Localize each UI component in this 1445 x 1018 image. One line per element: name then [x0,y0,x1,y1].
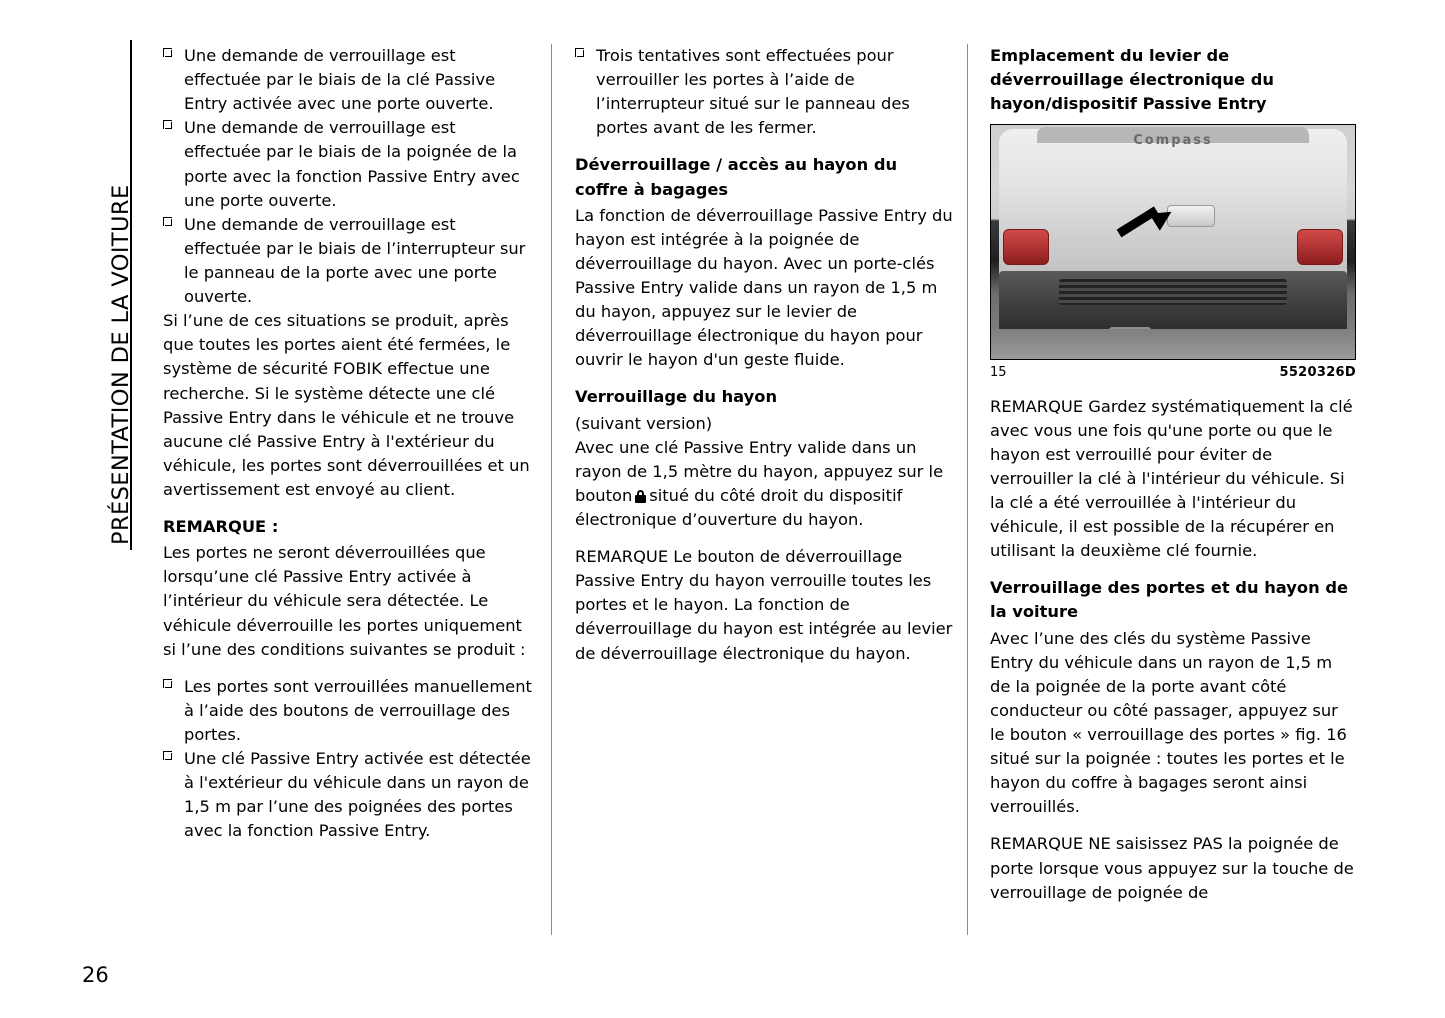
page-number: 26 [82,963,109,987]
subheading: Emplacement du levier de déverrouillage électronique du hayon/dispositif Passive Entry [990,46,1274,114]
paragraph: Les portes ne seront déverrouillées que lorsqu’une clé Passive Entry activée à l’intérieur du véhicule sera détectée. Le véhicule déverrouille les portes uniquement si l’une des conditions suivantes se produit : [163,543,526,659]
list-item: Une clé Passive Entry activée est détectée à l'extérieur du véhicule dans un rayon de 1,5 m par l’une des poignées des portes avec la fonction Passive Entry. [163,747,535,843]
list-item: Les portes sont verrouillées manuellement à l’aide des boutons de verrouillage des portes. [163,675,535,747]
figure-code: 5520326D [1279,365,1356,381]
paragraph: REMARQUE Gardez systématiquement la clé avec vous une fois qu'une porte ou que le hayon est verrouillé pour éviter de verrouiller la clé à l'intérieur du véhicule. Si la clé a été verrouillée à l'intérieur du véhicule, il est possible de la récupérer en utilisant la deuxième clé fournie. [990,396,1353,561]
paragraph: Avec l’une des clés du système Passive Entry du véhicule dans un rayon de 1,5 m de la poignée de la porte avant côté conducteur ou côté passager, appuyez sur le bouton « verrouillage des portes » fig. 16 situé sur la poignée : toutes les portes et le hayon du coffre à bagages seront ainsi verrouillés. [990,628,1347,817]
taillight-left [1003,229,1049,265]
square-bullet-icon [163,679,172,688]
figure-number: 15 [990,365,1007,381]
vehicle-rear-liftgate-photo [990,124,1356,360]
column-3 [990,44,1356,918]
square-bullet-icon [163,751,172,760]
taillight-right [1297,229,1343,265]
column-divider-2 [967,44,968,935]
lock-icon [635,490,646,503]
subheading: Verrouillage du hayon [575,387,778,407]
paragraph: (suivant version) [575,413,713,433]
note-heading: REMARQUE : [163,517,279,537]
list-item: Une demande de verrouillage est effectuée par le biais de l’interrupteur sur le panneau de la porte avec une porte ouverte. [163,213,535,309]
figure [990,124,1356,382]
list-item: Trois tentatives sont effectuées pour verrouiller les portes à l’aide de l’interrupteur situé sur le panneau des portes avant de les fermer. [575,44,955,140]
column-1 [163,44,535,844]
paragraph: Si l’une de ces situations se produit, après que toutes les portes aient été fermées, le système de sécurité FOBIK effectue une recherche. Si le système détecte une clé Passive Entry dans le véhicule et ne trouve aucune clé Passive Entry à l'extérieur du véhicule, les portes sont déverrouillées et un avertissement est envoyé au client. [163,311,530,499]
paragraph: Avec une clé Passive Entry valide dans un rayon de 1,5 mètre du hayon, appuyez sur le bouton situé du côté droit du dispositif électronique d’ouverture du hayon. [575,437,944,529]
subheading: Déverrouillage / accès au hayon du coffre à bagages [575,155,898,199]
column-divider-1 [551,44,552,935]
list-item: Une demande de verrouillage est effectuée par le biais de la clé Passive Entry activée avec une porte ouverte. [163,44,535,116]
paragraph: REMARQUE NE saisissez PAS la poignée de porte lorsque vous appuyez sur la touche de verrouillage de poignée de [990,834,1354,902]
subheading: Verrouillage des portes et du hayon de la voiture [990,578,1349,622]
column-2 [575,44,955,679]
square-bullet-icon [163,48,172,57]
vehicle-badge-text: Compass [1133,133,1213,149]
square-bullet-icon [163,120,172,129]
figure-caption [990,363,1356,382]
paragraph: REMARQUE Le bouton de déverrouillage Passive Entry du hayon verrouille toutes les portes et le hayon. La fonction de déverrouillage du hayon est intégrée au levier de déverrouillage électronique du hayon. [575,547,953,663]
rear-bumper [999,271,1347,333]
square-bullet-icon [575,48,584,57]
square-bullet-icon [163,217,172,226]
section-tab [78,40,132,550]
list-item: Une demande de verrouillage est effectuée par le biais de la poignée de la porte avec la fonction Passive Entry avec une porte ouverte. [163,116,535,212]
paragraph: La fonction de déverrouillage Passive Entry du hayon est intégrée à la poignée de déverrouillage du hayon. Avec un porte-clés Passive Entry valide dans un rayon de 1,5 m du hayon, appuyez sur le levier de déverrouillage électronique du hayon pour ouvrir le hayon d'un geste fluide. [575,205,953,370]
section-tab-label: PRÉSENTATION DE LA VOITURE [108,184,134,545]
